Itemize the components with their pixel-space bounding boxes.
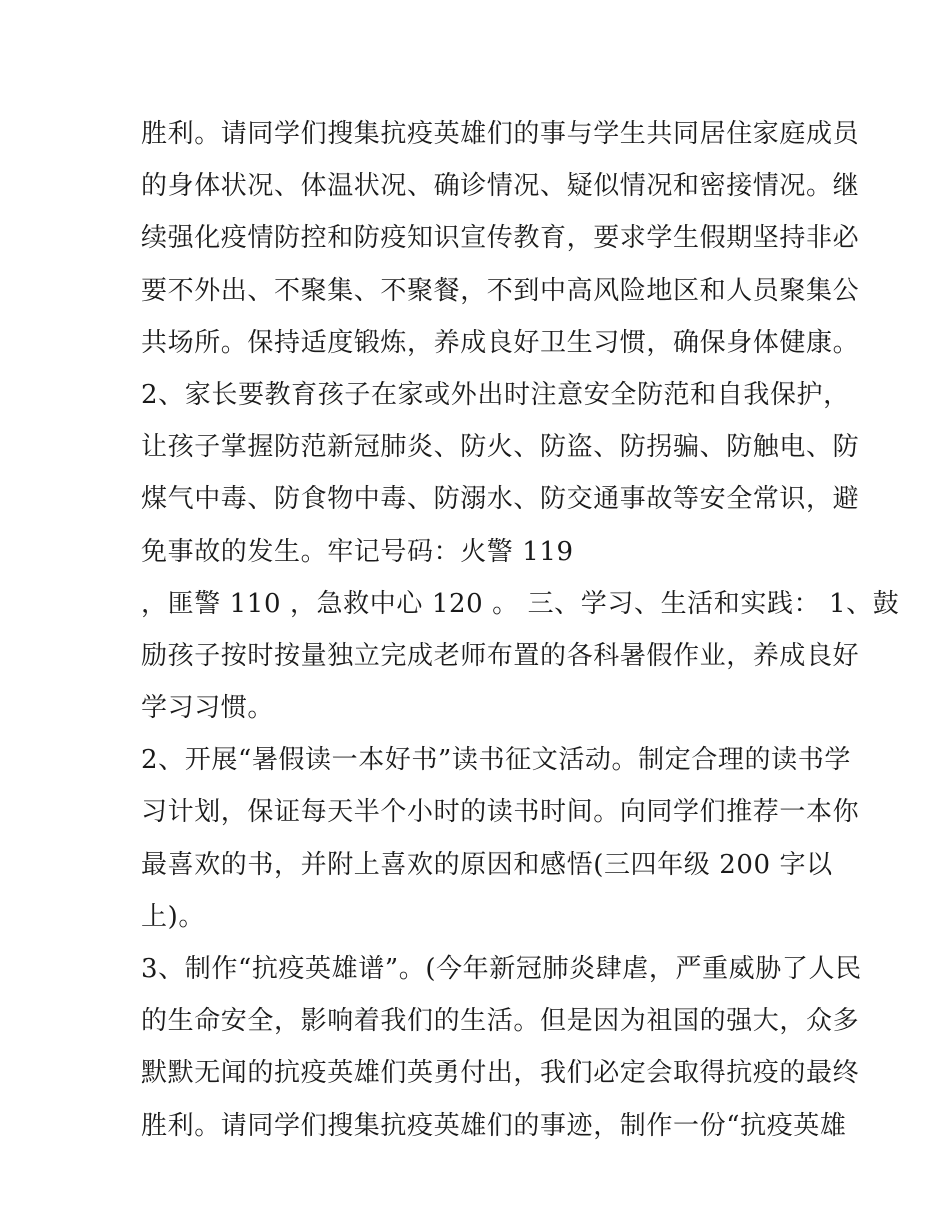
text-line: 学习习惯。 — [141, 693, 275, 724]
text-line: 习计划，保证每天半个小时的读书时间。向同学们推荐一本你 — [141, 797, 860, 828]
text-line: 2、家长要教育孩子在家或外出时注意安全防范和自我保护， — [141, 379, 850, 410]
text-line: ，匪警 110 ，急救中心 120 。 三、学习、生活和实践： 1、鼓 — [141, 588, 900, 619]
text-line: 上)。 — [141, 901, 205, 932]
text-line: 2、开展“暑假读一本好书”读书征文活动。制定合理的读书学 — [141, 745, 851, 776]
body-text — [141, 108, 900, 1152]
text-line: 3、制作“抗疫英雄谱”。(今年新冠肺炎肆虐，严重威胁了人民 — [141, 954, 862, 984]
text-line: 胜利。请同学们搜集抗疫英雄们的事迹，制作一份“抗疫英雄 — [141, 1110, 847, 1141]
text-line: 让孩子掌握防范新冠肺炎、防火、防盗、防拐骗、防触电、防 — [141, 432, 860, 463]
text-line: 共场所。保持适度锻炼，养成良好卫生习惯，确保身体健康。 — [141, 327, 860, 358]
text-line: 励孩子按时按量独立完成老师布置的各科暑假作业，养成良好 — [141, 640, 860, 671]
text-line: 胜利。请同学们搜集抗疫英雄们的事与学生共同居住家庭成员 — [141, 119, 860, 149]
text-line: 续强化疫情防控和防疫知识宣传教育，要求学生假期坚持非必 — [141, 223, 860, 254]
text-line: 的生命安全，影响着我们的生活。但是因为祖国的强大，众多 — [141, 1006, 860, 1037]
text-line: 最喜欢的书，并附上喜欢的原因和感悟(三四年级 200 字以 — [141, 849, 833, 880]
text-line: 默默无闻的抗疫英雄们英勇付出，我们必定会取得抗疫的最终 — [141, 1058, 860, 1089]
text-line: 煤气中毒、防食物中毒、防溺水、防交通事故等安全常识，避 — [141, 484, 860, 515]
text-line: 要不外出、不聚集、不聚餐，不到中高风险地区和人员聚集公 — [141, 275, 860, 306]
text-line: 免事故的发生。牢记号码：火警 119 — [141, 536, 574, 567]
text-line: 的身体状况、体温状况、确诊情况、疑似情况和密接情况。继 — [141, 171, 860, 202]
